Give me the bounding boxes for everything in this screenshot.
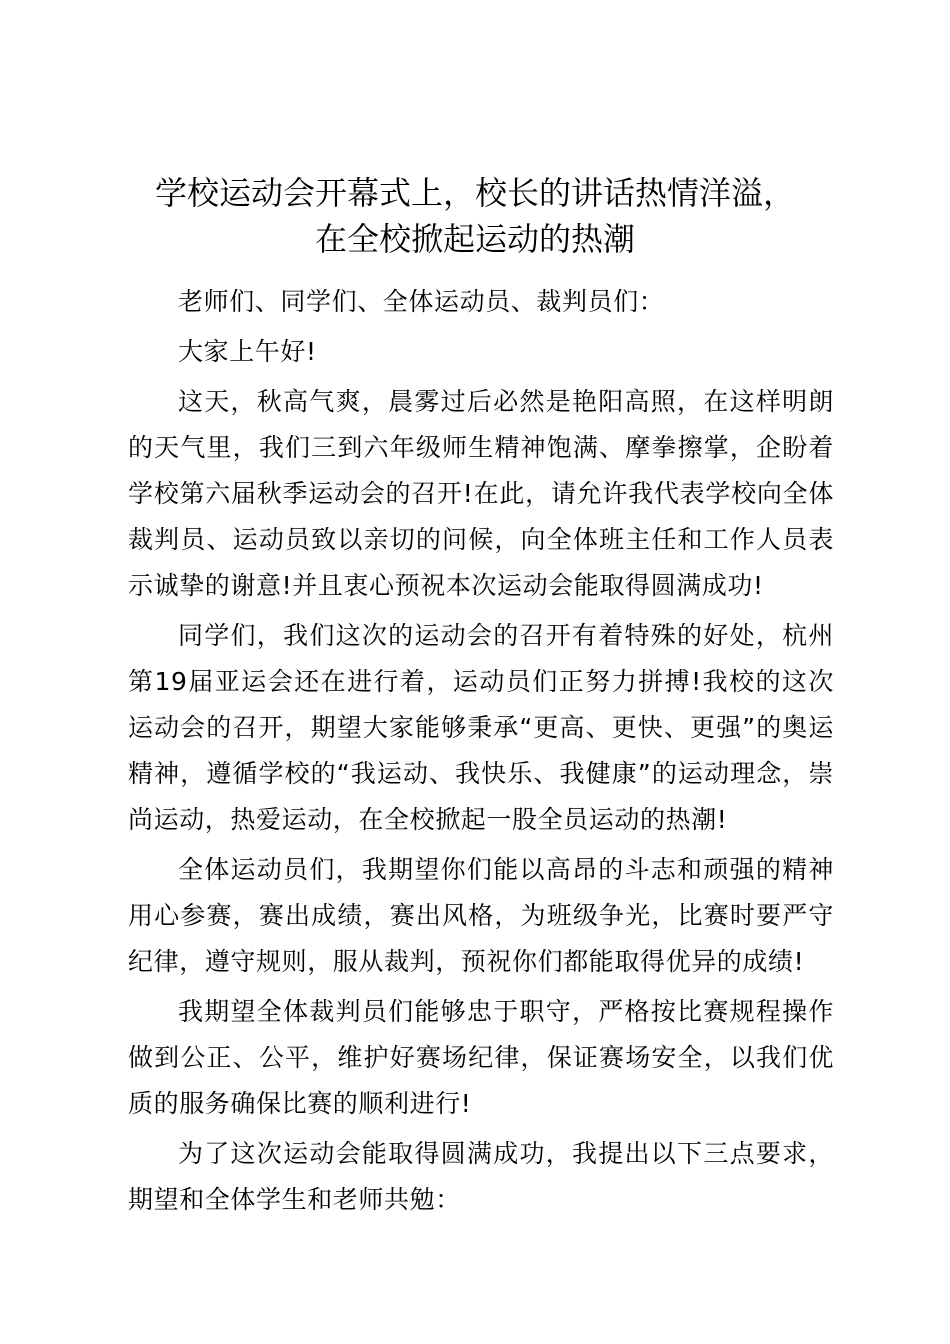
body-paragraph: 为了这次运动会能取得圆满成功，我提出以下三点要求，期望和全体学生和老师共勉：	[128, 1139, 834, 1214]
title-line-2: 在全校掀起运动的热潮	[314, 220, 635, 258]
body-paragraph: 全体运动员们，我期望你们能以高昂的斗志和顽强的精神用心参赛，赛出成绩，赛出风格，为班级争光，比赛时要严守纪律，遵守规则，服从裁判，预祝你们都能取得优异的成绩!	[128, 855, 834, 976]
body-paragraph: 同学们，我们这次的运动会的召开有着特殊的好处，杭州第19届亚运会还在进行着，运动员们正努力拼搏!我校的这次运动会的召开，期望大家能够秉承“更高、更快、更强”的奥运精神，遵循学校的“我运动、我快乐、我健康”的运动理念，崇尚运动，热爱运动，在全校掀起一股全员运动的热潮!	[128, 621, 834, 834]
title-line-1: 学校运动会开幕式上，校长的讲话热情洋溢，	[154, 174, 795, 212]
document-body	[128, 279, 834, 1227]
body-paragraph: 我期望全体裁判员们能够忠于职守，严格按比赛规程操作做到公正、公平，维护好赛场纪律，保证赛场安全，以我们优质的服务确保比赛的顺利进行!	[128, 997, 834, 1118]
document-title	[100, 170, 850, 262]
body-paragraph: 这天，秋高气爽，晨雾过后必然是艳阳高照，在这样明朗的天气里，我们三到六年级师生精神饱满、摩拳擦掌，企盼着学校第六届秋季运动会的召开!在此，请允许我代表学校向全体裁判员、运动员致以亲切的问候，向全体班主任和工作人员表示诚挚的谢意!并且衷心预祝本次运动会能取得圆满成功!	[128, 387, 834, 600]
greeting-paragraph: 大家上午好!	[178, 337, 317, 366]
salutation-paragraph: 老师们、同学们、全体运动员、裁判员们：	[178, 287, 665, 316]
